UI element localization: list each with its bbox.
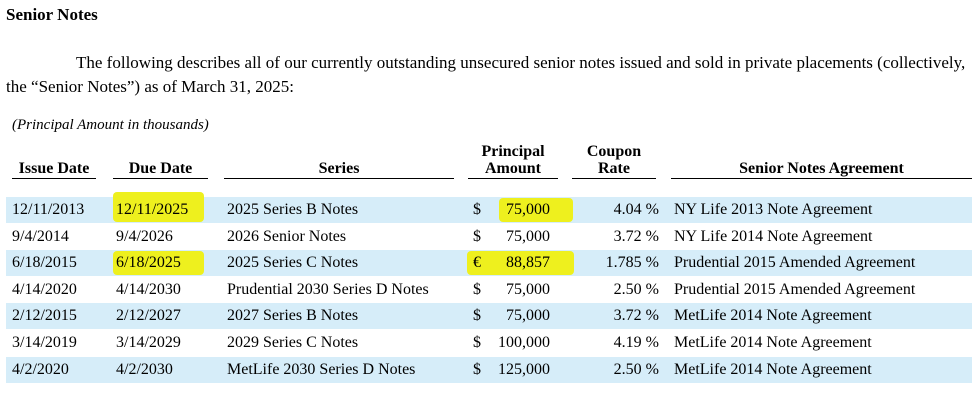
cell-issue-date: 6/18/2015 (12, 254, 77, 272)
cell-currency: $ (473, 227, 481, 245)
cell-due-date: 6/18/2025 (116, 254, 181, 272)
cell-agreement: NY Life 2013 Note Agreement (674, 201, 873, 218)
cell-series: MetLife 2030 Series D Notes (227, 360, 416, 378)
cell-due-date: 4/2/2030 (116, 360, 173, 378)
header-issue-date (12, 160, 96, 179)
cell-series: Prudential 2030 Series D Notes (227, 280, 429, 298)
cell-due-date: 4/14/2030 (116, 280, 181, 298)
cell-currency: $ (473, 334, 481, 351)
cell-principal-amount: 75,000 (506, 280, 550, 298)
cell-issue-date: 4/2/2020 (12, 360, 69, 378)
table-row (6, 224, 972, 250)
cell-due-date: 9/4/2026 (116, 227, 173, 245)
cell-principal-amount: 75,000 (506, 307, 550, 325)
cell-currency: $ (473, 201, 481, 218)
cell-agreement: MetLife 2014 Note Agreement (674, 334, 872, 351)
table-row (6, 277, 972, 303)
table-row (6, 330, 972, 356)
cell-coupon-rate: 1.785 % (605, 254, 659, 272)
cell-due-date: 3/14/2029 (116, 334, 181, 351)
cell-agreement: MetLife 2014 Note Agreement (674, 360, 872, 378)
header-agreement-label: Senior Notes Agreement (739, 160, 904, 177)
cell-series: 2025 Series B Notes (227, 201, 359, 218)
header-series-label: Series (318, 160, 360, 177)
table-row (6, 357, 972, 383)
cell-agreement: Prudential 2015 Amended Agreement (674, 280, 916, 298)
cell-issue-date: 4/14/2020 (12, 280, 77, 298)
cell-agreement: NY Life 2014 Note Agreement (674, 227, 873, 245)
cell-agreement: Prudential 2015 Amended Agreement (674, 254, 916, 272)
header-coupon-rate (572, 143, 656, 179)
cell-series: 2026 Senior Notes (227, 227, 347, 245)
section-title: Senior Notes (6, 5, 98, 24)
cell-currency: $ (473, 360, 481, 378)
cell-issue-date: 3/14/2019 (12, 334, 77, 351)
table-row (6, 197, 972, 223)
cell-due-date: 12/11/2025 (116, 201, 189, 218)
header-due-date (113, 160, 208, 179)
cell-principal-amount: 125,000 (498, 360, 550, 378)
cell-currency: € (473, 254, 481, 272)
intro-paragraph-text: The following describes all of our currently outstanding unsecured senior notes issued and sold in private placements (collectively, the “Senior Notes”) as of March 31, 2025: (6, 53, 966, 96)
cell-currency: $ (473, 280, 481, 298)
cell-coupon-rate: 3.72 % (613, 307, 659, 325)
table-caption: (Principal Amount in thousands) (12, 117, 209, 133)
header-principal-amount (468, 143, 558, 179)
cell-series: 2029 Series C Notes (227, 334, 359, 351)
header-coupon-line2: Rate (598, 160, 630, 177)
header-series (224, 160, 454, 179)
cell-series: 2027 Series B Notes (227, 307, 359, 325)
cell-principal-amount: 75,000 (506, 227, 550, 245)
header-principal-line2: Amount (484, 160, 541, 177)
cell-coupon-rate: 3.72 % (613, 227, 659, 245)
cell-issue-date: 12/11/2013 (12, 201, 85, 218)
intro-paragraph (6, 51, 966, 99)
cell-agreement: MetLife 2014 Note Agreement (674, 307, 872, 325)
cell-principal-amount: 75,000 (506, 201, 550, 218)
cell-coupon-rate: 2.50 % (613, 280, 659, 298)
table-row (6, 303, 972, 329)
cell-due-date: 2/12/2027 (116, 307, 181, 325)
header-coupon-line1: Coupon (586, 143, 642, 160)
cell-principal-amount: 100,000 (498, 334, 550, 351)
cell-issue-date: 9/4/2014 (12, 227, 69, 245)
cell-currency: $ (473, 307, 481, 325)
cell-issue-date: 2/12/2015 (12, 307, 77, 325)
header-agreement (671, 160, 972, 179)
header-principal-line1: Principal (481, 143, 545, 160)
cell-coupon-rate: 4.04 % (613, 201, 659, 218)
table-row (6, 250, 972, 276)
cell-series: 2025 Series C Notes (227, 254, 359, 272)
cell-coupon-rate: 4.19 % (613, 334, 659, 351)
header-due-date-label: Due Date (128, 160, 193, 177)
cell-coupon-rate: 2.50 % (613, 360, 659, 378)
cell-principal-amount: 88,857 (506, 254, 550, 272)
header-issue-date-label: Issue Date (18, 160, 90, 177)
